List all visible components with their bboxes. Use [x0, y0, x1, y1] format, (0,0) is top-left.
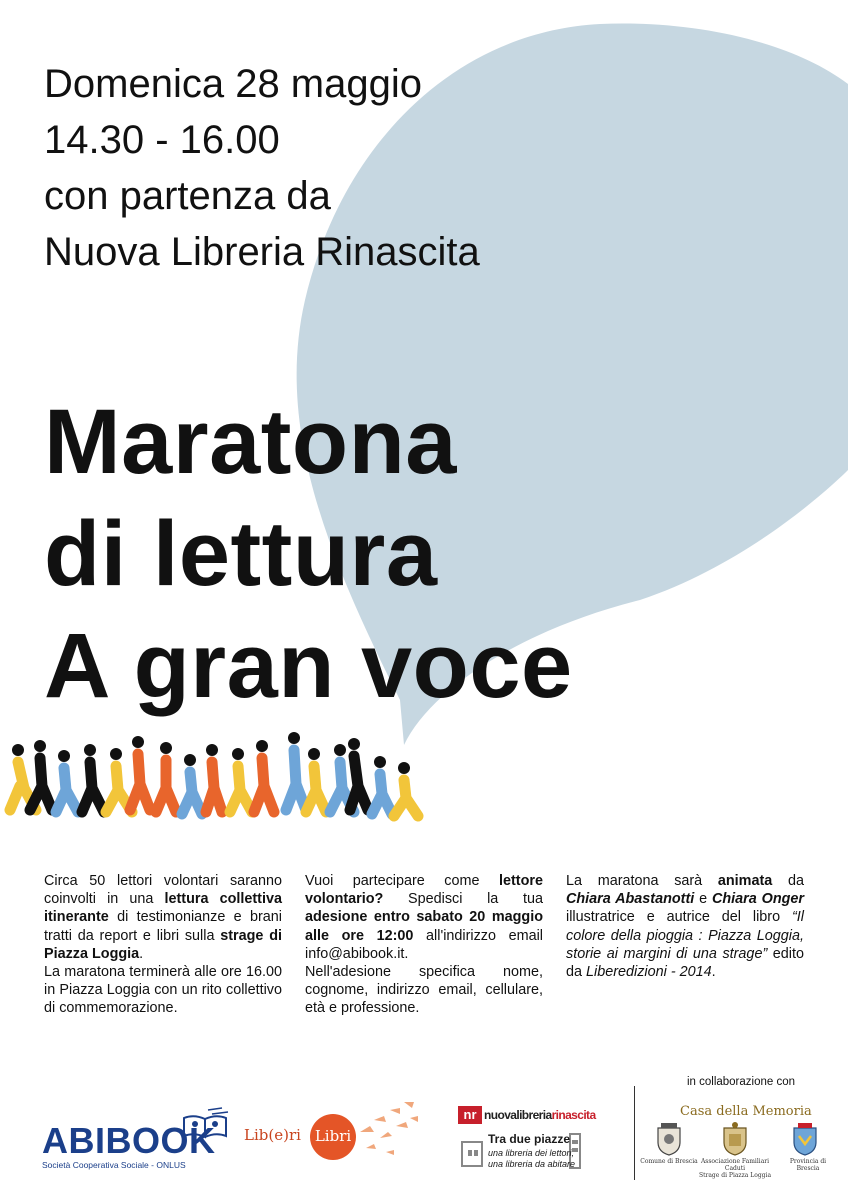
- abibook-subtitle: Società Cooperativa Sociale - ONLUS: [42, 1160, 186, 1170]
- nr-name-part: nuovalibreria: [484, 1108, 552, 1122]
- text-run: Spedisci la tua: [383, 891, 543, 908]
- email-text: all'indirizzo email info@abibook.it.: [305, 927, 543, 962]
- nr-tagline-line: una libreria dei lettori,: [488, 1148, 575, 1158]
- text-run: di testimonianze e brani tratti da report e libri sulla: [44, 909, 282, 944]
- text-run: illustratrice e autrice del libro: [566, 909, 792, 926]
- title-line-1: Maratona: [44, 391, 457, 493]
- event-location: Nuova Libreria Rinascita: [44, 230, 480, 274]
- text-run: .: [711, 964, 716, 981]
- crest-caption: Comune di Brescia: [640, 1158, 698, 1165]
- event-time: 14.30 - 16.00: [44, 118, 280, 162]
- libri-circle-text: Libri: [314, 1127, 352, 1145]
- text-run: Vuoi partecipare come: [305, 873, 500, 889]
- author-name: Chiara Onger: [711, 891, 805, 908]
- text-run: da: [772, 873, 804, 889]
- footer-divider: [634, 1086, 635, 1180]
- title-line-2: di lettura: [44, 503, 438, 605]
- poster-title: [44, 386, 573, 722]
- text-run: La maratona sarà: [566, 873, 718, 889]
- walking-readers-illustration: [0, 728, 440, 824]
- flying-books-icon: [350, 1092, 430, 1172]
- collaboration-label: in collaborazione con: [686, 1076, 796, 1088]
- abibook-logo: [40, 1106, 230, 1172]
- casa-della-memoria-logo: Casa della Memoria: [680, 1104, 812, 1119]
- publisher: Liberedizioni - 2014: [586, 964, 712, 981]
- provincia-brescia-crest-icon: [790, 1122, 820, 1156]
- column-paragraph: [305, 872, 543, 963]
- comune-brescia-crest-icon: [654, 1122, 684, 1156]
- text-run-bold: lettore volontario?: [305, 873, 543, 908]
- nuova-libreria-rinascita-logo: [458, 1104, 608, 1174]
- nr-badge: nr: [458, 1106, 482, 1124]
- author-name: Chiara Abastanotti: [566, 891, 695, 908]
- text-run: e: [694, 891, 712, 908]
- liberi-text: Lib(e)ri: [244, 1126, 301, 1144]
- crest-caption: [692, 1158, 778, 1179]
- nr-tagline: Tra due piazze: [488, 1132, 571, 1146]
- crest-caption-line: Associazione Familiari Caduti: [700, 1158, 770, 1172]
- liberi-libri-logo: [242, 1092, 422, 1172]
- text-run: .: [139, 945, 144, 962]
- associazione-familiari-crest-icon: [720, 1122, 750, 1156]
- event-date: Domenica 28 maggio: [44, 62, 422, 106]
- abibook-name: ABIBOOK: [42, 1120, 216, 1161]
- collaborators-logos: [640, 1098, 840, 1178]
- column-paragraph: La maratona terminerà alle ore 16.00 in Piazza Loggia con un rito collettivo di commemorazione.: [44, 964, 282, 1017]
- crest-caption-line: Strage di Piazza Loggia: [698, 1172, 772, 1179]
- event-details: [44, 56, 480, 280]
- event-start-label: con partenza da: [44, 174, 331, 218]
- nr-tagline-line: una libreria da abitare: [488, 1159, 576, 1169]
- text-run: edito da: [566, 945, 804, 981]
- text-run-bold: adesione entro sabato 20 maggio alle ore 12:00: [305, 909, 543, 944]
- nr-name-part: rinascita: [551, 1108, 596, 1122]
- text-run-bold: lettura collettiva itinerante: [44, 891, 282, 926]
- column-paragraph: Nell'adesione specifica nome, cognome, indirizzo email, cellulare, età e professione.: [305, 964, 543, 1017]
- crest-caption: Provincia di Brescia: [789, 1158, 827, 1172]
- nr-name: [484, 1108, 596, 1122]
- text-run: Circa 50 lettori volontari saranno coinvolti in una: [44, 873, 282, 908]
- column-paragraph: [566, 872, 804, 981]
- info-column-middle: [305, 872, 543, 1018]
- book-title: “Il colore della pioggia : Piazza Loggia, storie ai margini di una strage”: [566, 909, 804, 962]
- text-run-bold: strage di Piazza Loggia: [44, 927, 282, 962]
- nr-tagline-secondary: [488, 1148, 575, 1170]
- info-column-left: [44, 872, 282, 1018]
- column-paragraph: [44, 872, 282, 963]
- title-line-3: A gran voce: [44, 615, 573, 717]
- text-run-bold: animata: [717, 873, 773, 889]
- info-column-right: [566, 872, 804, 981]
